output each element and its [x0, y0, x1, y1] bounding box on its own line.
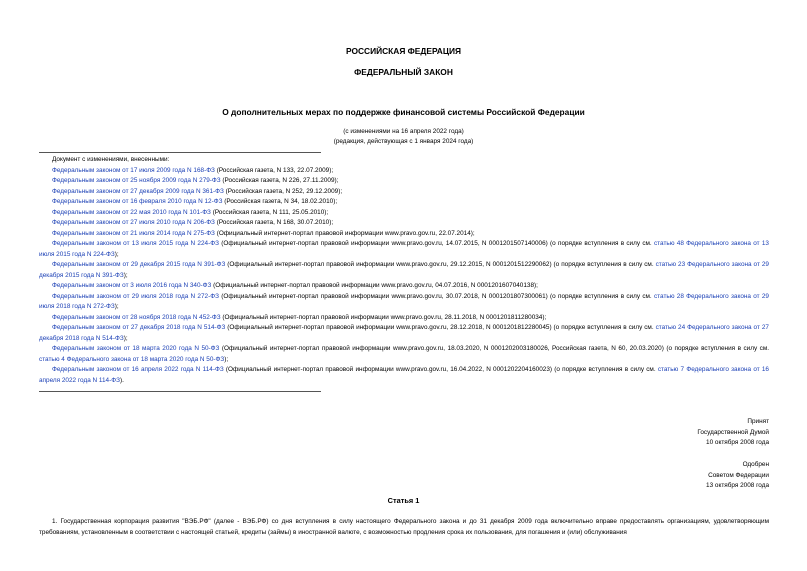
amendment-item: [39, 176, 769, 187]
amendment-tail: );: [123, 271, 128, 279]
entry-into-force-link[interactable]: статью 28 Федерального закона от 29 июля 2018 года N 272-ФЗ: [39, 292, 769, 310]
amendment-law-link[interactable]: Федеральным законом от 17 июля 2009 года N 168-ФЗ: [52, 166, 215, 174]
amendment-item: [39, 313, 769, 324]
amendment-source: (Российская газета, N 168, 30.07.2010);: [214, 219, 334, 226]
amendment-source: (Российская газета, N 111, 25.05.2010);: [210, 208, 329, 216]
law-type-heading: ФЕДЕРАЛЬНЫЙ ЗАКОН: [354, 67, 453, 77]
amendment-source: (Официальный интернет-портал правовой информации www.pravo.gov.ru, 29.12.2015, N 0001201512290062) (о порядке вступления в силу см.: [225, 261, 656, 268]
amendment-tail: );: [123, 334, 128, 342]
accepted-label: Принят: [747, 418, 769, 425]
amendment-item: [39, 260, 769, 281]
amendment-source: (Официальный интернет-портал правовой информации www.pravo.gov.ru, 28.11.2018, N 0001201811280034);: [220, 313, 547, 321]
amendments-intro: Документ с изменениями, внесенными:: [52, 156, 170, 163]
amendment-law-link[interactable]: Федеральным законом от 16 февраля 2010 года N 12-ФЗ: [52, 198, 223, 205]
amendment-item: [39, 292, 769, 313]
amendment-law-link[interactable]: Федеральным законом от 16 апреля 2022 года N 114-ФЗ: [52, 366, 224, 373]
article-paragraph: 1. Государственная корпорация развития "ВЭБ.РФ" (далее - ВЭБ.РФ) со дня вступления в силу настоящего Федерального закона и до 31 декабря 2009 года включительно вправе предоставлять организациям, удовлетворяющим требованиям, установленным в соответствии с настоящей статьей, кредиты (займы) в иностранной валюте, с возможностью продления срока их пользования, для погашения и (или) обслуживания: [39, 518, 769, 536]
amendment-source: (Официальный интернет-портал правовой информации www.pravo.gov.ru, 04.07.2016, N 0001201607040138);: [211, 282, 538, 289]
amendment-law-link[interactable]: Федеральным законом от 22 мая 2010 года N 101-ФЗ: [52, 208, 211, 216]
entry-into-force-link[interactable]: статью 48 Федерального закона от 13 июля 2015 года N 224-ФЗ: [39, 240, 769, 258]
country-heading: РОССИЙСКАЯ ФЕДЕРАЦИЯ: [345, 46, 462, 56]
edition-note: (редакция, действующая с 1 января 2024 года): [333, 138, 474, 145]
amendment-item: [39, 323, 769, 344]
entry-into-force-link[interactable]: статью 4 Федерального закона от 18 марта 2020 года N 50-ФЗ: [39, 355, 225, 363]
document-title: О дополнительных мерах по поддержке финансовой системы Российской Федерации: [222, 107, 585, 117]
amended-note: (с изменениями на 16 апреля 2022 года): [343, 128, 464, 135]
amendment-source: (Официальный интернет-портал правовой информации www.pravo.gov.ru, 30.07.2018, N 0001201807300061) (о порядке вступления в силу см.: [218, 292, 654, 300]
amendment-item: [39, 365, 769, 386]
divider-bottom: [39, 391, 321, 392]
amendment-source: (Официальный интернет-портал правовой информации www.pravo.gov.ru, 14.07.2015, N 0001201507140006) (о порядке вступления в силу см.: [218, 240, 654, 247]
amendment-tail: );: [114, 303, 119, 310]
accepted-date: 10 октября 2008 года: [706, 439, 769, 447]
amendment-source: (Официальный интернет-портал правовой информации www.pravo.gov.ru, 16.04.2022, N 0001202204160023) (о порядке вступления в силу см.: [223, 366, 658, 373]
approved-date: 13 октября 2008 года: [706, 482, 769, 490]
accepted-by: Государственной Думой: [697, 428, 769, 436]
amendment-source: (Российская газета, N 133, 22.07.2009);: [214, 166, 334, 174]
amendment-item: [39, 187, 769, 198]
amendment-tail: );: [224, 355, 229, 363]
amendment-law-link[interactable]: Федеральным законом от 25 ноября 2009 года N 279-ФЗ: [52, 177, 221, 184]
amendment-source: (Российская газета, N 252, 29.12.2009);: [223, 187, 343, 195]
amendment-law-link[interactable]: Федеральным законом от 27 декабря 2009 года N 361-ФЗ: [52, 187, 224, 195]
entry-into-force-link[interactable]: статью 23 Федерального закона от 29 декабря 2015 года N 391-ФЗ: [39, 261, 769, 279]
amendment-source: (Официальный интернет-портал правовой информации www.pravo.gov.ru, 22.07.2014);: [214, 229, 475, 237]
amendments-list: [39, 155, 769, 386]
amendment-item: [39, 239, 769, 260]
amendment-item: [39, 166, 769, 177]
amendment-item: [39, 344, 769, 365]
amendment-source: (Официальный интернет-портал правовой информации www.pravo.gov.ru, 18.03.2020, N 0001202003180026, Российская газета, N 60, 20.03.2020) (о порядке вступления в силу см.: [219, 345, 769, 352]
entry-into-force-link[interactable]: статью 7 Федерального закона от 16 апреля 2022 года N 114-ФЗ: [39, 366, 769, 384]
amendment-law-link[interactable]: Федеральным законом от 29 декабря 2015 года N 391-ФЗ: [52, 261, 226, 268]
amendment-law-link[interactable]: Федеральным законом от 29 июля 2018 года N 272-ФЗ: [52, 292, 219, 300]
amendment-law-link[interactable]: Федеральным законом от 18 марта 2020 года N 50-ФЗ: [52, 345, 220, 352]
approved-by: Советом Федерации: [708, 471, 769, 479]
amendment-item: [39, 229, 769, 240]
amendment-item: [39, 281, 769, 292]
entry-into-force-link[interactable]: статью 24 Федерального закона от 27 декабря 2018 года N 514-ФЗ: [39, 324, 769, 342]
amendment-tail: ).: [119, 376, 124, 384]
approval-council-block: [569, 460, 769, 492]
amendment-source: (Российская газета, N 226, 27.11.2009);: [220, 177, 339, 184]
amendment-law-link[interactable]: Федеральным законом от 13 июля 2015 года N 224-ФЗ: [52, 240, 219, 247]
amendment-law-link[interactable]: Федеральным законом от 27 июля 2010 года N 206-ФЗ: [52, 219, 215, 226]
approved-label: Одобрен: [742, 461, 769, 468]
amendment-law-link[interactable]: Федеральным законом от 21 июля 2014 года N 275-ФЗ: [52, 229, 215, 237]
amendment-source: (Официальный интернет-портал правовой информации www.pravo.gov.ru, 28.12.2018, N 0001201812280045) (о порядке вступления в силу см.: [225, 324, 656, 331]
amendment-law-link[interactable]: Федеральным законом от 3 июля 2016 года N 340-ФЗ: [52, 282, 212, 289]
amendment-item: [39, 208, 769, 219]
divider-top: [39, 152, 321, 153]
amendment-source: (Российская газета, N 34, 18.02.2010);: [222, 198, 338, 205]
amendment-tail: );: [114, 250, 119, 258]
adoption-duma-block: [569, 417, 769, 449]
amendment-item: [39, 218, 769, 229]
amendment-law-link[interactable]: Федеральным законом от 28 ноября 2018 года N 452-ФЗ: [52, 313, 221, 321]
amendment-law-link[interactable]: Федеральным законом от 27 декабря 2018 года N 514-ФЗ: [52, 324, 226, 331]
article-title: Статья 1: [387, 496, 420, 505]
amendment-item: [39, 197, 769, 208]
